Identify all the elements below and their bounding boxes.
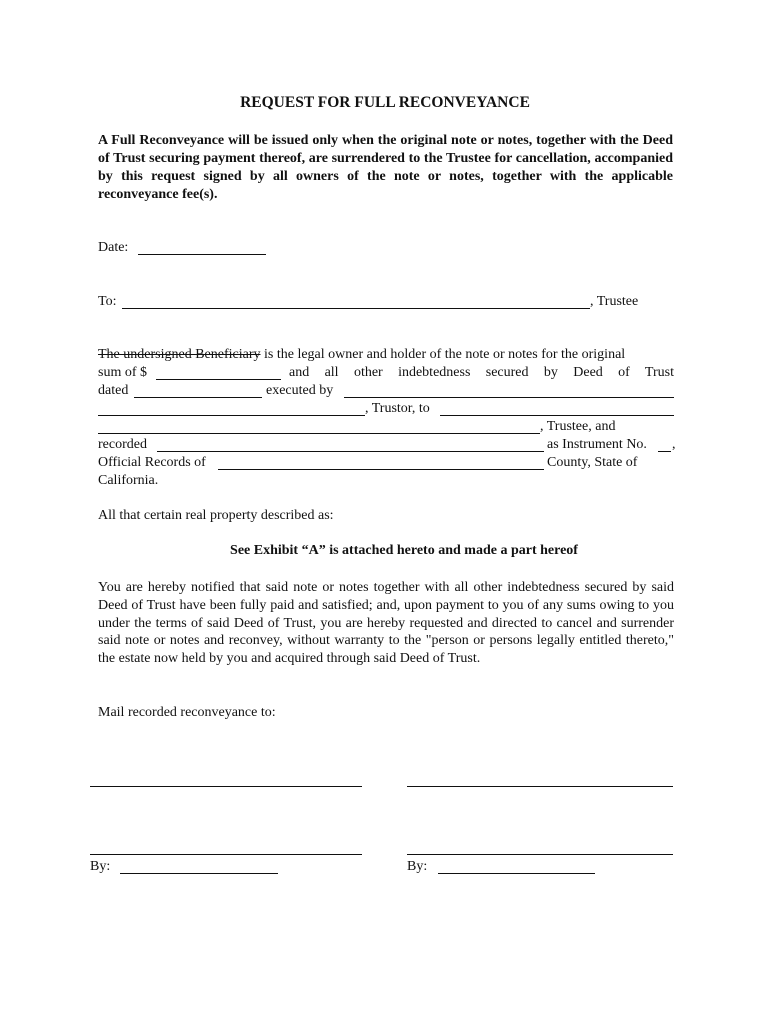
official-records-label: Official Records of xyxy=(98,455,206,470)
executed-by-label: executed by xyxy=(266,383,334,398)
mail-address-line-left[interactable] xyxy=(90,786,362,787)
notice-paragraph: You are hereby notified that said note or notes together with all other indebtedness secured by said Deed of Trust have been fully paid and satisfied; and, upon payment to you of any sums owing to you under the terms of said Deed of Trust, you are hereby requested and directed to cancel and surrender said note or notes and reconvey, without warranty to the "person or persons legally entitled thereto," the estate now held by you and acquired through said Deed of Trust. xyxy=(98,580,674,667)
trustor-label: , Trustor, to xyxy=(365,401,430,416)
dated-label: dated xyxy=(98,383,129,398)
date-label: Date: xyxy=(98,240,129,255)
by-label-left: By: xyxy=(90,859,111,874)
indebtedness-text: and all other indebtedness secured by Deed of Trust xyxy=(289,365,674,380)
instrument-comma: , xyxy=(672,437,676,452)
exhibit-statement: See Exhibit “A” is attached hereto and made a part hereof xyxy=(230,543,578,558)
body-line-6 xyxy=(98,437,674,455)
trustee-name-field[interactable] xyxy=(98,433,540,434)
county-field[interactable] xyxy=(218,469,544,470)
signature-line-left[interactable] xyxy=(90,854,362,855)
by-label-right: By: xyxy=(407,859,428,874)
page-title: REQUEST FOR FULL RECONVEYANCE xyxy=(240,94,530,111)
trustee-suffix: , Trustee xyxy=(590,294,639,309)
instrument-label: as Instrument No. xyxy=(547,437,647,452)
body-line-4 xyxy=(98,401,674,419)
body-line-5 xyxy=(98,419,674,437)
body-line-7 xyxy=(98,455,674,473)
trustor-field[interactable] xyxy=(98,415,365,416)
recorded-label: recorded xyxy=(98,437,147,452)
to-trustee-field[interactable] xyxy=(122,308,590,309)
body-line-3 xyxy=(98,383,674,401)
date-field[interactable] xyxy=(138,254,266,255)
sum-label: sum of $ xyxy=(98,365,147,380)
state-name: California. xyxy=(98,473,159,488)
recorded-field[interactable] xyxy=(157,451,544,452)
body-line-2 xyxy=(98,365,674,383)
body-line-8 xyxy=(98,473,674,491)
instrument-number-field[interactable] xyxy=(658,451,671,452)
signature-line-right[interactable] xyxy=(407,854,673,855)
intro-paragraph: A Full Reconveyance will be issued only when the original note or notes, together with the Deed of Trust securing payment thereof, are surrendered to the Trustee for cancellation, accompanied by this request signed by all owners of the note or notes, together with the applicable reconveyance fee(s). xyxy=(98,133,673,202)
beneficiary-text: The undersigned Beneficiary is the legal owner and holder of the note or notes for the original xyxy=(98,347,626,362)
property-description-label: All that certain real property described as: xyxy=(98,508,334,523)
county-state-label: County, State of xyxy=(547,455,638,470)
body-line-1 xyxy=(98,347,674,365)
trustee-and-label: , Trustee, and xyxy=(540,419,616,434)
to-label: To: xyxy=(98,294,117,309)
by-field-left[interactable] xyxy=(120,873,278,874)
by-field-right[interactable] xyxy=(438,873,595,874)
mail-label: Mail recorded reconveyance to: xyxy=(98,705,276,720)
executed-by-field[interactable] xyxy=(344,397,674,398)
dated-field[interactable] xyxy=(134,397,262,398)
mail-address-line-right[interactable] xyxy=(407,786,673,787)
trustor-to-field[interactable] xyxy=(440,415,674,416)
sum-field[interactable] xyxy=(156,379,281,380)
